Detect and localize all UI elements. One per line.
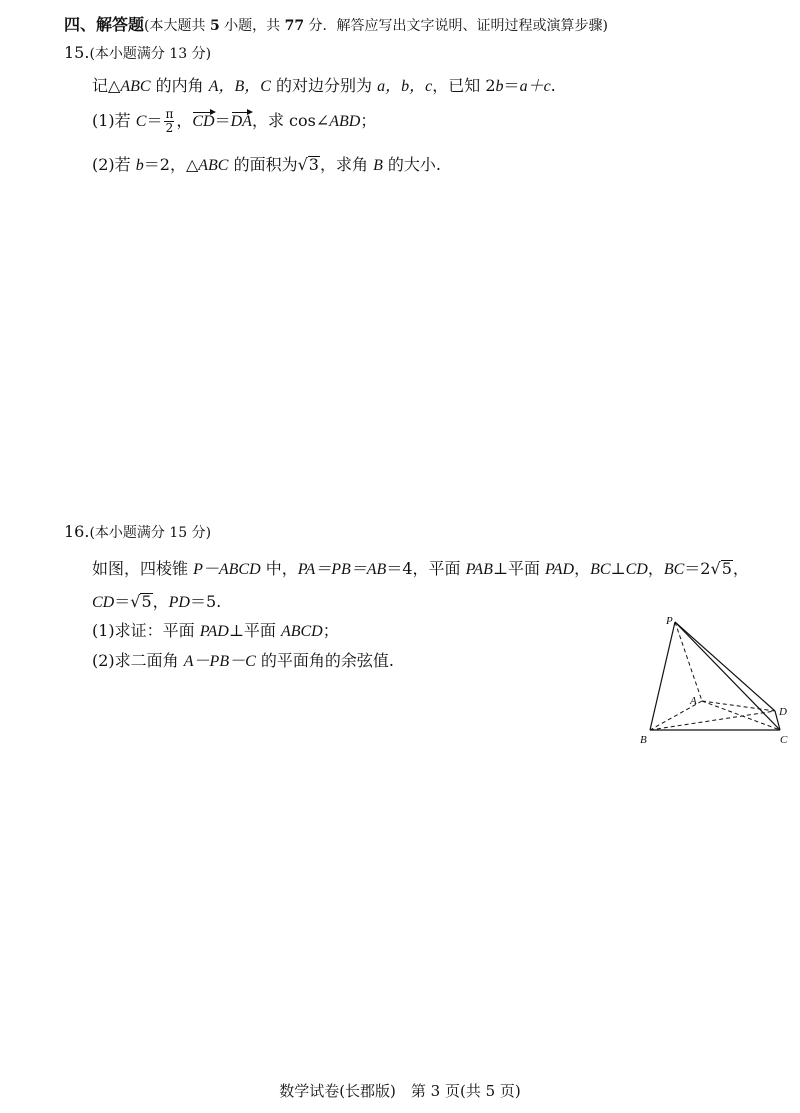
q15-part2: (2)若 b＝2，△ABC 的面积为√3，求角 B 的大小. (92, 155, 442, 174)
vector-cd: CD (192, 113, 215, 130)
vertex-label-d: D (779, 706, 787, 718)
edge-pb (650, 622, 675, 730)
q15-header (64, 43, 211, 63)
q16-number: 16. (64, 522, 90, 541)
fraction-pi-over-2: $\frac{\pi}{2}$ (165, 107, 174, 135)
q15-score: (本小题满分 13 分) (89, 46, 212, 62)
q16-part2: (2)求二面角 A－PB－C 的平面角的余弦值. (92, 651, 394, 670)
edge-ad (702, 701, 775, 711)
pyramid-figure (630, 610, 798, 750)
q16-header (64, 522, 211, 542)
q15-number: 15. (64, 43, 90, 62)
vertex-label-b: B (640, 734, 647, 746)
q16-stem-line2: CD＝√5，PD＝5. (92, 592, 222, 611)
vertex-label-p: P (666, 615, 673, 627)
q16-part1: (1)求证：平面 PAD⊥平面 ABCD； (92, 621, 339, 640)
q16-stem-line1: 如图，四棱锥 P－ABCD 中，PA＝PB＝AB＝4，平面 PAB⊥平面 PAD，BC⊥CD，BC＝2√5， (92, 559, 749, 578)
vertex-label-c: C (780, 734, 788, 746)
q16-score: (本小题满分 15 分) (89, 525, 212, 541)
edge-bd (650, 711, 775, 730)
edge-pc (675, 622, 780, 730)
q15-part1: (1)若 C＝ $\frac{\pi}{2}$ ，CD＝DA，求 cos∠ABD； (92, 107, 377, 135)
vertex-label-a: A (690, 695, 697, 707)
vector-da: DA (230, 113, 252, 130)
page-footer: 数学试卷(长郡版) 第 3 页(共 5 页) (279, 1082, 521, 1100)
section-heading (64, 12, 608, 35)
section-title: 四、解答题 (64, 15, 145, 34)
q15-stem: 记△ABC 的内角 A，B，C 的对边分别为 a，b，c，已知 2b＝a＋c. (92, 76, 556, 95)
section-note: (本大题共 5 小题，共 77 分．解答应写出文字说明、证明过程或演算步骤) (144, 18, 608, 34)
